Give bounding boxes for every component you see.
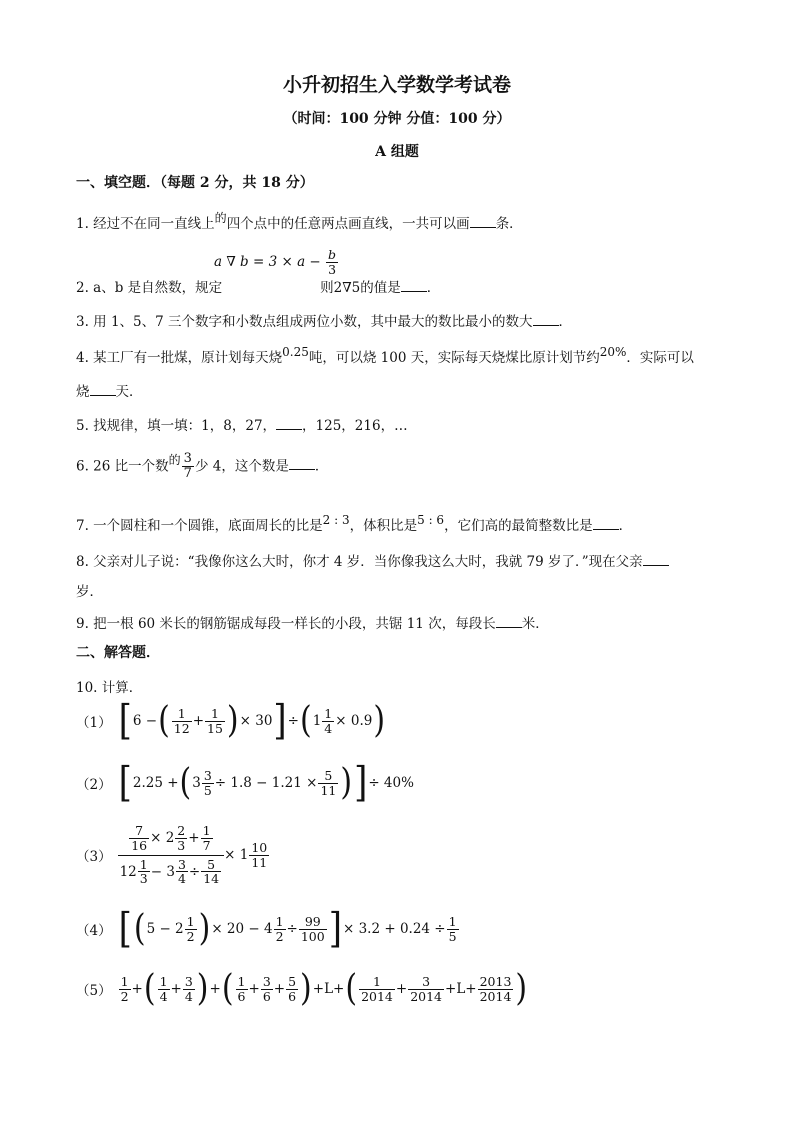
group-heading: A 组题 bbox=[375, 144, 419, 160]
question-2: 2. a、b 是自然数，规定 则2∇5的值是 ． bbox=[76, 280, 441, 296]
question-10-title: 10. 计算． bbox=[76, 680, 143, 696]
question-5: 5. 找规律，填一填：1，8，27， ，125，216，… bbox=[76, 418, 408, 434]
page-title: 小升初招生入学数学考试卷 bbox=[282, 74, 511, 96]
question-7: 7. 一个圆柱和一个圆锥，底面周长的比是2 : 3，体积比是5 : 6，它们高的最简整数比是 ． bbox=[76, 513, 633, 534]
calc-expression-5: （5） $\frac{1}{2}$ + ( $\frac{1}{4}$ + $\frac{3}{4}$ ) + ( $\frac{1}{6}$ + $\frac{3}{6}$ + $\frac{5}{6}$ ) + L + ( $\frac{1}{2014}$ + $\frac{3}{2014}$ + L + $\frac{2013}{2014}$ ) bbox=[76, 967, 528, 1010]
exam-info: （时间：100 分钟 分值：100 分） bbox=[283, 111, 511, 127]
section-heading-solve: 二、解答题． bbox=[76, 645, 160, 661]
question-6: 6. 26 比一个数的 $\frac{3}{7}$ 少 4，这个数是 ． bbox=[76, 451, 329, 482]
answer-blank[interactable] bbox=[401, 279, 427, 292]
question-2-definition: a ∇ b = 3 × a − $\frac{b}{3}$ bbox=[214, 247, 337, 277]
answer-blank[interactable] bbox=[643, 553, 669, 566]
answer-blank[interactable] bbox=[470, 215, 496, 228]
question-9: 9. 把一根 60 米长的钢筋锯成每段一样长的小段，共锯 11 次，每段长 米． bbox=[76, 616, 549, 632]
calc-expression-3: （3） $\frac{7}{16}$ × 2 $\frac{2}{3}$ + $\frac{1}{7}$ 12 $\frac{1}{3}$ − 3 $\frac{3}{4}$ ÷ $\frac{5}{14}$ × 1 $\frac{10}{11}$ bbox=[76, 823, 268, 887]
question-1: 1. 经过不在同一直线上的四个点中的任意两点画直线，一共可以画 条． bbox=[76, 211, 523, 232]
answer-blank[interactable] bbox=[90, 383, 116, 396]
question-8-line-2: 岁． bbox=[76, 584, 103, 600]
question-8: 8. 父亲对儿子说：“我像你这么大时，你才 4 岁．当你像我这么大时，我就 79 岁了．”现在父亲 bbox=[76, 550, 669, 570]
question-3: 3. 用 1、5、7 三个数字和小数点组成两位小数，其中最大的数比最小的数大 ． bbox=[76, 314, 573, 330]
calc-expression-4: （4） [ ( 5 − 2 $\frac{1}{2}$ ) × 20 − 4 $\frac{1}{2}$ ÷ $\frac{99}{100}$ ] × 3.2 + 0.24 ÷ $\frac{1}{5}$ bbox=[76, 905, 457, 953]
answer-blank[interactable] bbox=[593, 517, 619, 530]
question-4: 4. 某工厂有一批煤，原计划每天烧0.25吨，可以烧 100 天，实际每天烧煤比原计划节约20%．实际可以 bbox=[76, 345, 694, 366]
answer-blank[interactable] bbox=[533, 313, 559, 326]
calc-expression-1: （1） [ 6 − ( $\frac{1}{12}$ + $\frac{1}{15}$ ) × 30 ] ÷ ( 1 $\frac{1}{4}$ × 0.9 ) bbox=[76, 697, 386, 745]
answer-blank[interactable] bbox=[496, 615, 522, 628]
section-heading-fill-blank: 一、填空题．（每题 2 分，共 18 分） bbox=[76, 175, 314, 191]
fraction-3-7: $\frac{3}{7}$ bbox=[183, 451, 192, 482]
calc-expression-2: （2） [ 2.25 + ( 3 $\frac{3}{5}$ ÷ 1.8 − 1.21 × $\frac{5}{11}$ ) ] ÷ 40% bbox=[76, 759, 414, 807]
answer-blank[interactable] bbox=[289, 457, 315, 470]
answer-blank[interactable] bbox=[276, 417, 302, 430]
question-4-line-2: 烧 天． bbox=[76, 384, 143, 400]
